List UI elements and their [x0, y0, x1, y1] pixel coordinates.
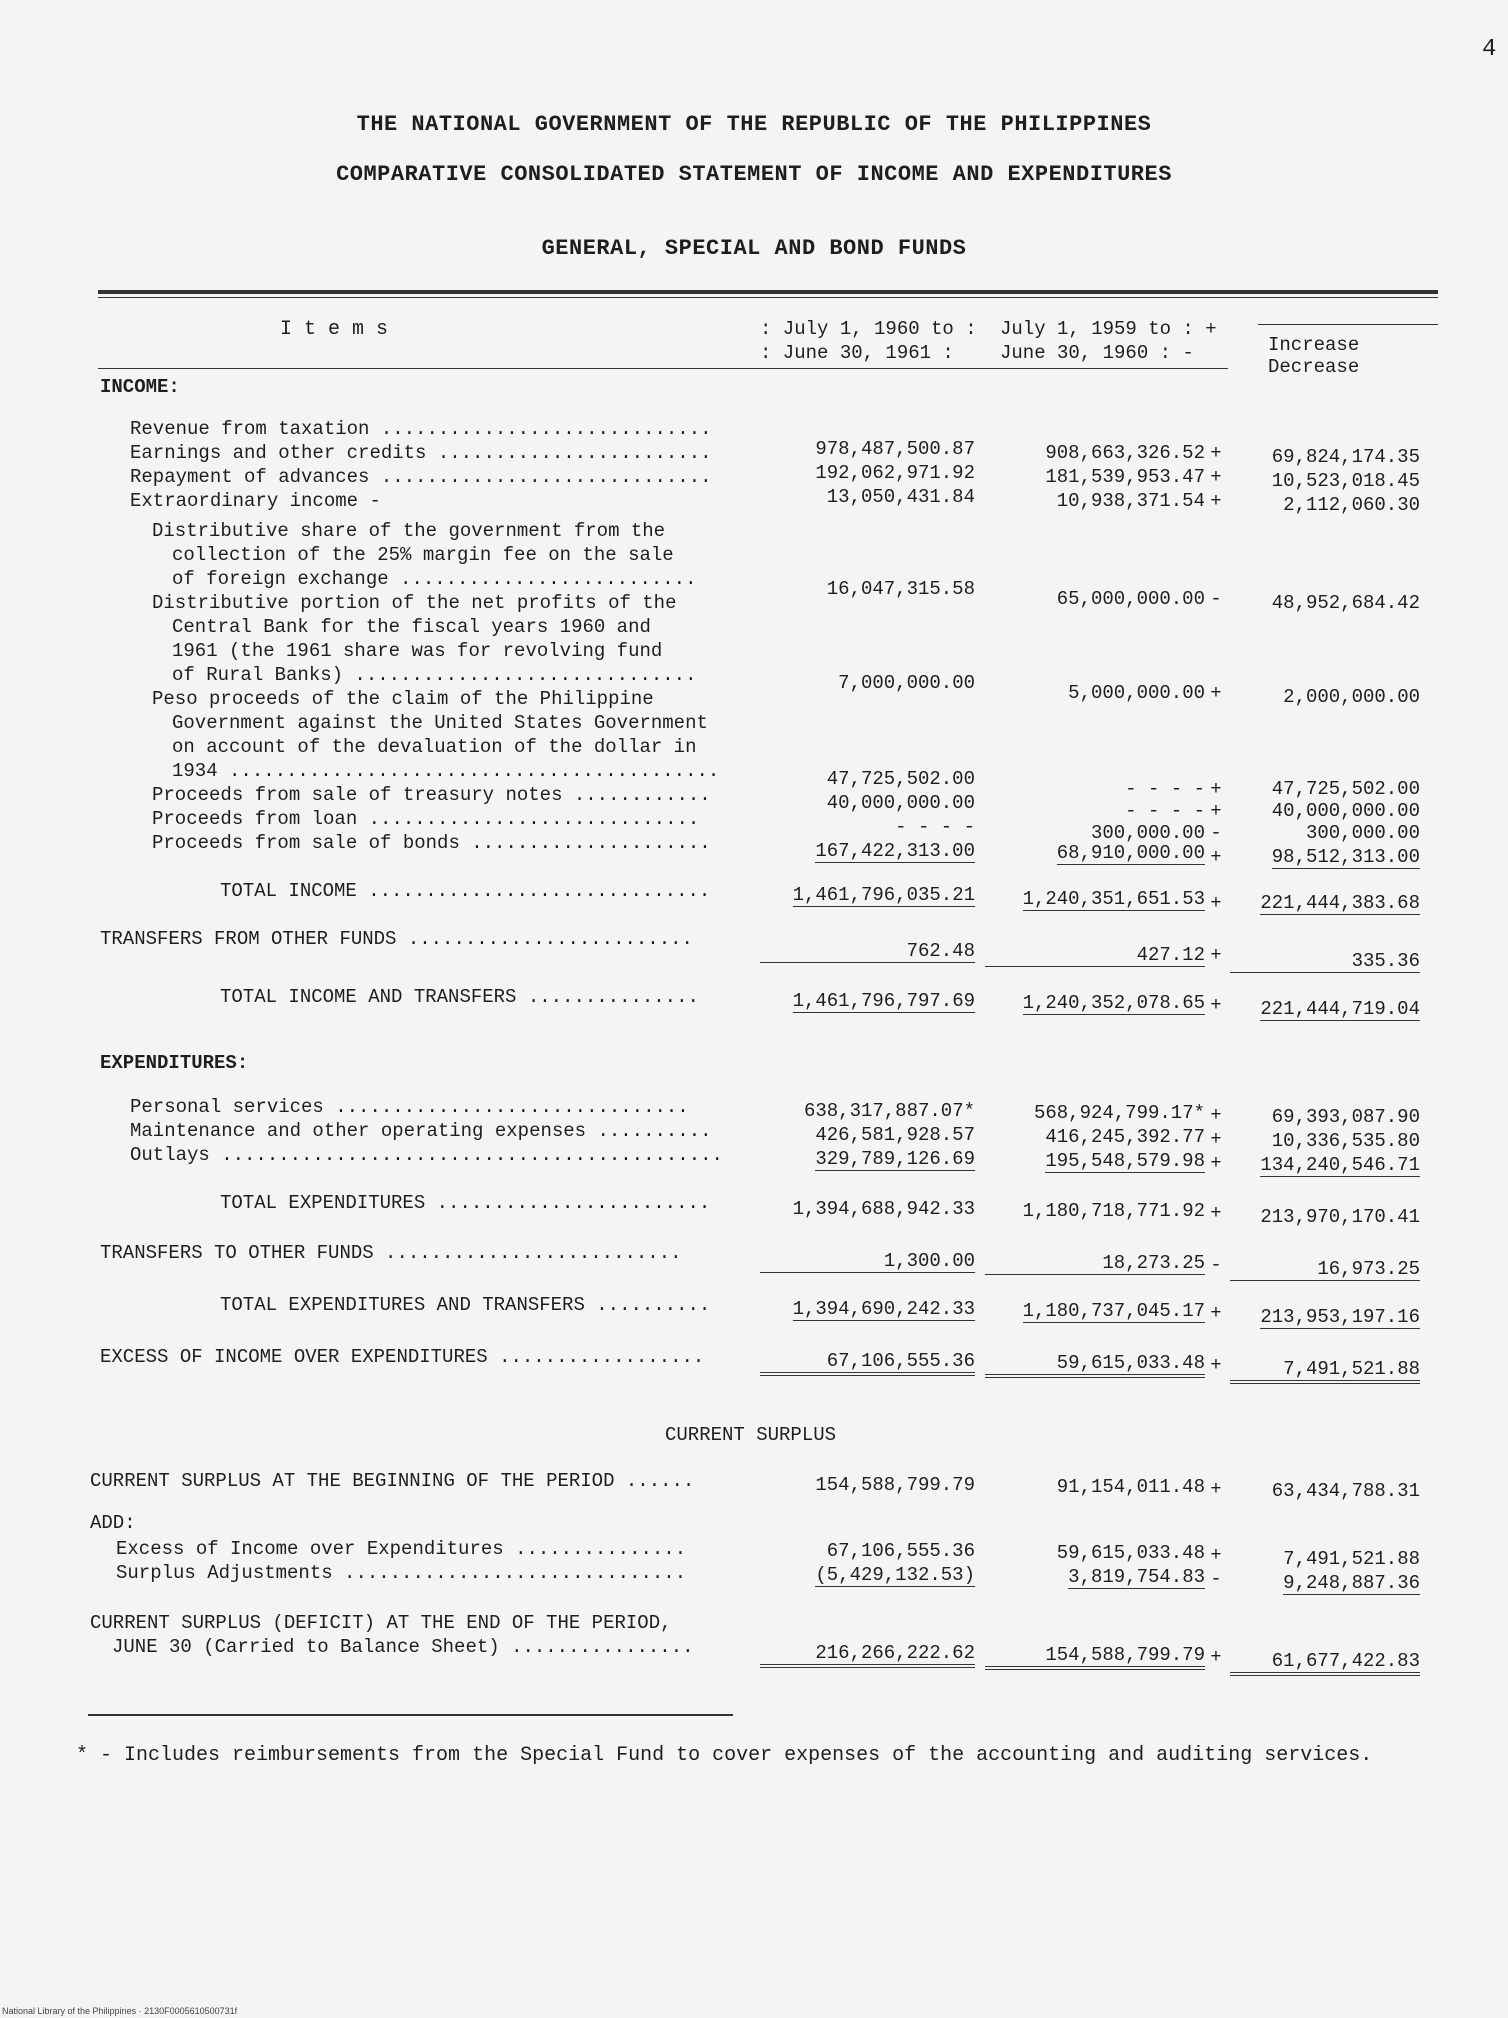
bonds2-1961: 167,422,313.00	[815, 840, 975, 862]
surplus-end-line1: CURRENT SURPLUS (DEFICIT) AT THE END OF THE PERIOD,	[90, 1612, 672, 1634]
repayment-label: Repayment of advances .............................	[130, 466, 712, 488]
transfers-to-label: TRANSFERS TO OTHER FUNDS ..........................	[100, 1242, 682, 1264]
earnings-label: Earnings and other credits ........................	[130, 442, 712, 464]
dist-share-line2: collection of the 25% margin fee on the sale	[172, 544, 674, 566]
total-income-change: 221,444,383.68	[1260, 892, 1420, 914]
surplus-adjustments-change: 9,248,887.36	[1283, 1572, 1420, 1594]
total-exp-change: 213,970,170.41	[1260, 1206, 1420, 1228]
dist-share-1960: 65,000,000.00	[1056, 588, 1205, 610]
dist-portion-sign: +	[1210, 682, 1222, 704]
dist-portion-line1: Distributive portion of the net profits of the	[152, 592, 677, 614]
footnote-rule	[88, 1714, 733, 1716]
total-income-transfers-sign: +	[1210, 994, 1222, 1016]
header-col2-line1: July 1, 1959 to : +	[1000, 318, 1217, 340]
archive-label: National Library of the Philippines · 2130F0005610500731f	[2, 2006, 238, 2016]
maintenance-label: Maintenance and other operating expenses ..........	[130, 1120, 712, 1142]
loan-sign: +	[1210, 800, 1222, 822]
transfers-to-sign: -	[1210, 1254, 1222, 1276]
surplus-excess-sign: +	[1210, 1544, 1222, 1566]
excess-1960: 59,615,033.48	[985, 1352, 1205, 1378]
earnings-1961: 978,487,500.87	[815, 438, 975, 460]
surplus-beginning-1961: 154,588,799.79	[815, 1474, 975, 1496]
personal-1961: 638,317,887.07*	[803, 1100, 975, 1122]
personal-sign: +	[1210, 1104, 1222, 1126]
header-col3-line2: Decrease	[1268, 356, 1360, 378]
header-col1-line1: : July 1, 1960 to :	[760, 318, 977, 340]
revenue-label: Revenue from taxation .............................	[130, 418, 712, 440]
extraordinary-label: Extraordinary income -	[130, 490, 381, 512]
footnote: * - Includes reimbursements from the Special Fund to cover expenses of the accounting and auditing services.	[76, 1744, 1373, 1767]
treasury-sign: +	[1210, 778, 1222, 800]
transfers-from-1960: 427.12	[985, 944, 1205, 967]
dist-share-sign: -	[1210, 588, 1222, 610]
excess-1961: 67,106,555.36	[760, 1350, 975, 1376]
bonds2-change: 98,512,313.00	[1271, 846, 1420, 868]
repayment-change: 10,523,018.45	[1271, 470, 1420, 492]
header-col1-line2: : June 30, 1961 :	[760, 342, 954, 364]
peso-proceeds-line4: 1934 ...........................................	[172, 760, 720, 782]
surplus-heading: CURRENT SURPLUS	[665, 1424, 837, 1446]
earnings-1960: 908,663,326.52	[1045, 442, 1205, 464]
peso-proceeds-line1: Peso proceeds of the claim of the Philippine	[152, 688, 654, 710]
expenditures-heading: EXPENDITURES:	[100, 1052, 249, 1074]
total-exp-transfers-label: TOTAL EXPENDITURES AND TRANSFERS ..........	[220, 1294, 711, 1316]
bonds2-sign: +	[1210, 846, 1222, 868]
surplus-end-line2: JUNE 30 (Carried to Balance Sheet) ................	[112, 1636, 694, 1658]
treasury-label: Proceeds from sale of treasury notes ............	[152, 784, 711, 806]
outlays-sign: +	[1210, 1152, 1222, 1174]
dist-portion-line3: 1961 (the 1961 share was for revolving fund	[172, 640, 663, 662]
personal-change: 69,393,087.90	[1271, 1106, 1420, 1128]
transfers-to-1960: 18,273.25	[985, 1252, 1205, 1275]
total-exp-1960: 1,180,718,771.92	[1022, 1200, 1205, 1222]
header-col2-line2: June 30, 1960 : -	[1000, 342, 1194, 364]
total-income-1960: 1,240,351,651.53	[1022, 888, 1205, 910]
transfers-from-sign: +	[1210, 944, 1222, 966]
header-top-rule-thin	[98, 297, 1438, 298]
repayment-1960: 181,539,953.47	[1045, 466, 1205, 488]
maintenance-change: 10,336,535.80	[1271, 1130, 1420, 1152]
extraordinary-change: 2,112,060.30	[1283, 494, 1420, 516]
bonds-label: Proceeds from sale of bonds .....................	[152, 832, 711, 854]
dist-portion-line2: Central Bank for the fiscal years 1960 and	[172, 616, 651, 638]
peso-proceeds-line3: on account of the devaluation of the dollar in	[172, 736, 697, 758]
dist-share-line1: Distributive share of the government from the	[152, 520, 666, 542]
extraordinary-1960: 10,938,371.54	[1056, 490, 1205, 512]
total-exp-transfers-change: 213,953,197.16	[1260, 1306, 1420, 1328]
dist-portion-1961: 7,000,000.00	[838, 672, 975, 694]
total-exp-1961: 1,394,688,942.33	[792, 1198, 975, 1220]
outlays-label: Outlays ............................................	[130, 1144, 723, 1166]
title-line-2: COMPARATIVE CONSOLIDATED STATEMENT OF INCOME AND EXPENDITURES	[336, 162, 1172, 187]
personal-1960: 568,924,799.17*	[1033, 1102, 1205, 1124]
surplus-beginning-label: CURRENT SURPLUS AT THE BEGINNING OF THE PERIOD ......	[90, 1470, 695, 1492]
maintenance-1960: 416,245,392.77	[1045, 1126, 1205, 1148]
excess-label: EXCESS OF INCOME OVER EXPENDITURES ..................	[100, 1346, 705, 1368]
dist-share-1961: 16,047,315.58	[826, 578, 975, 600]
surplus-end-change: 61,677,422.83	[1230, 1650, 1420, 1676]
surplus-excess-label: Excess of Income over Expenditures ...............	[116, 1538, 687, 1560]
outlays-change: 134,240,546.71	[1260, 1154, 1420, 1176]
income-heading: INCOME:	[100, 376, 180, 398]
transfers-to-1961: 1,300.00	[760, 1250, 975, 1273]
header-col3-rule	[1258, 324, 1438, 325]
repayment-1961: 192,062,971.92	[815, 462, 975, 484]
outlays-1961: 329,789,126.69	[815, 1148, 975, 1170]
excess-sign: +	[1210, 1354, 1222, 1376]
dist-portion-line4: of Rural Banks) ..............................	[172, 664, 697, 686]
transfers-from-1961: 762.48	[760, 940, 975, 963]
surplus-end-1960: 154,588,799.79	[985, 1644, 1205, 1670]
treasury-1961: 47,725,502.00	[826, 768, 975, 790]
surplus-excess-change: 7,491,521.88	[1283, 1548, 1420, 1570]
dist-portion-change: 2,000,000.00	[1283, 686, 1420, 708]
surplus-add-label: ADD:	[90, 1512, 136, 1534]
treasury-change: 47,725,502.00	[1271, 778, 1420, 800]
total-exp-transfers-sign: +	[1210, 1302, 1222, 1324]
dist-portion-1960: 5,000,000.00	[1068, 682, 1205, 704]
total-exp-transfers-1960: 1,180,737,045.17	[1022, 1300, 1205, 1322]
surplus-end-sign: +	[1210, 1646, 1222, 1668]
total-income-transfers-change: 221,444,719.04	[1260, 998, 1420, 1020]
surplus-end-1961: 216,266,222.62	[760, 1642, 975, 1668]
total-income-sign: +	[1210, 892, 1222, 914]
loan-1960: - - - -	[1125, 800, 1205, 822]
surplus-adjustments-label: Surplus Adjustments ..............................	[116, 1562, 687, 1584]
excess-change: 7,491,521.88	[1230, 1358, 1420, 1384]
outlays-1960: 195,548,579.98	[1045, 1150, 1205, 1172]
total-income-transfers-1960: 1,240,352,078.65	[1022, 992, 1205, 1014]
transfers-from-change: 335.36	[1230, 950, 1420, 973]
bonds-sign: -	[1210, 822, 1222, 844]
total-exp-transfers-1961: 1,394,690,242.33	[792, 1298, 975, 1320]
transfers-from-label: TRANSFERS FROM OTHER FUNDS .........................	[100, 928, 693, 950]
header-bottom-rule	[98, 368, 1228, 369]
total-income-transfers-1961: 1,461,796,797.69	[792, 990, 975, 1012]
extraordinary-sign: +	[1210, 490, 1222, 512]
dist-share-change: 48,952,684.42	[1271, 592, 1420, 614]
total-income-transfers-label: TOTAL INCOME AND TRANSFERS ...............	[220, 986, 699, 1008]
surplus-beginning-change: 63,434,788.31	[1271, 1480, 1420, 1502]
bonds-change: 300,000.00	[1305, 822, 1420, 844]
title-line-3: GENERAL, SPECIAL AND BOND FUNDS	[541, 236, 967, 261]
total-income-1961: 1,461,796,035.21	[792, 884, 975, 906]
bonds-1961: - - - -	[895, 816, 975, 838]
bonds-1960: 300,000.00	[1090, 822, 1205, 844]
surplus-beginning-1960: 91,154,011.48	[1056, 1476, 1205, 1498]
total-exp-label: TOTAL EXPENDITURES ........................	[220, 1192, 711, 1214]
transfers-to-change: 16,973.25	[1230, 1258, 1420, 1281]
surplus-excess-1960: 59,615,033.48	[1056, 1542, 1205, 1564]
loan-1961: 40,000,000.00	[826, 792, 975, 814]
loan-label: Proceeds from loan .............................	[152, 808, 700, 830]
surplus-adjustments-sign: -	[1210, 1568, 1222, 1590]
total-income-label: TOTAL INCOME ..............................	[220, 880, 711, 902]
total-exp-sign: +	[1210, 1202, 1222, 1224]
surplus-excess-1961: 67,106,555.36	[826, 1540, 975, 1562]
extraordinary-1961: 13,050,431.84	[826, 486, 975, 508]
surplus-adjustments-1960: 3,819,754.83	[1068, 1566, 1205, 1588]
loan-change: 40,000,000.00	[1271, 800, 1420, 822]
page-number: 4	[1482, 36, 1497, 63]
treasury-1960: - - - -	[1125, 778, 1205, 800]
title-line-1: THE NATIONAL GOVERNMENT OF THE REPUBLIC OF THE PHILIPPINES	[356, 112, 1152, 137]
header-top-rule	[98, 290, 1438, 294]
bonds2-1960: 68,910,000.00	[1056, 842, 1205, 864]
surplus-adjustments-1961: (5,429,132.53)	[815, 1564, 975, 1586]
earnings-change: 69,824,174.35	[1271, 446, 1420, 468]
repayment-sign: +	[1210, 466, 1222, 488]
header-items: I t e m s	[280, 318, 389, 341]
maintenance-sign: +	[1210, 1128, 1222, 1150]
maintenance-1961: 426,581,928.57	[815, 1124, 975, 1146]
earnings-sign: +	[1210, 442, 1222, 464]
header-col3-line1: Increase	[1268, 334, 1360, 356]
dist-share-line3: of foreign exchange ..........................	[172, 568, 697, 590]
personal-label: Personal services ...............................	[130, 1096, 689, 1118]
surplus-beginning-sign: +	[1210, 1478, 1222, 1500]
peso-proceeds-line2: Government against the United States Government	[172, 712, 708, 734]
